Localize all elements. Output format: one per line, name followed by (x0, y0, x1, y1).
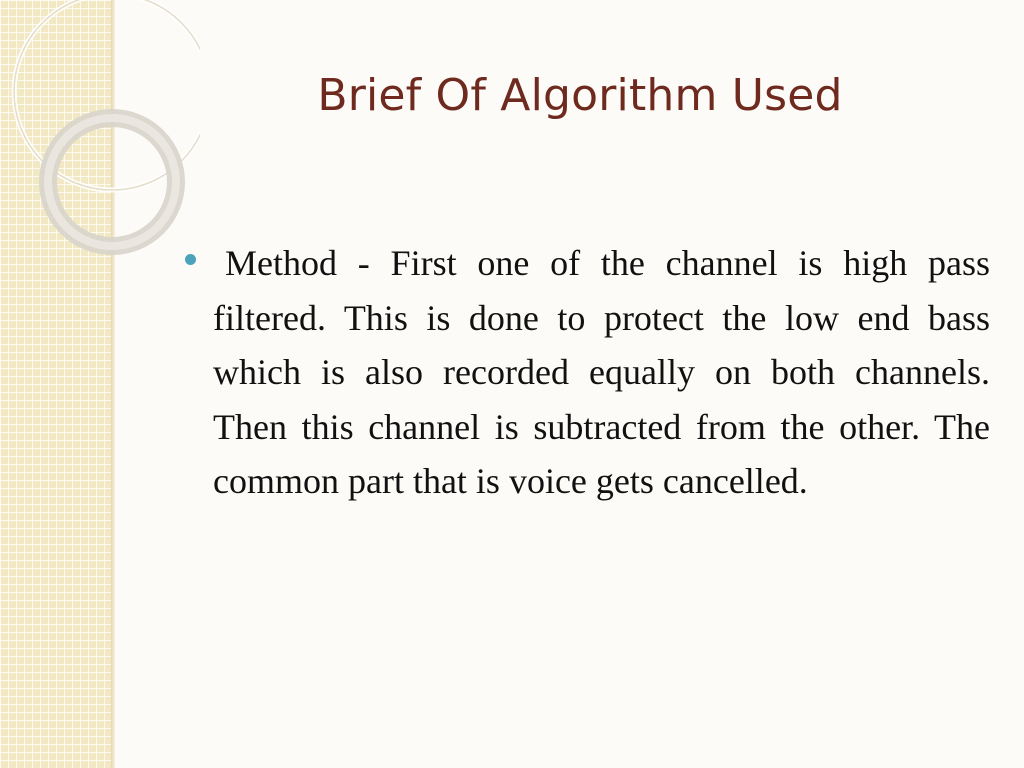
bullet-text: Method - First one of the channel is high pass filtered. This is done to protect the low end bass which is also recorded equally on both channels. Then this channel is subtracted from the other. The common part that is voice gets cancelled. (213, 243, 990, 501)
decorative-circles (0, 0, 200, 280)
bullet-dot-icon (185, 254, 196, 265)
slide-title: Brief Of Algorithm Used (317, 70, 843, 121)
bullet-list (180, 236, 990, 509)
bullet-item (180, 236, 990, 509)
